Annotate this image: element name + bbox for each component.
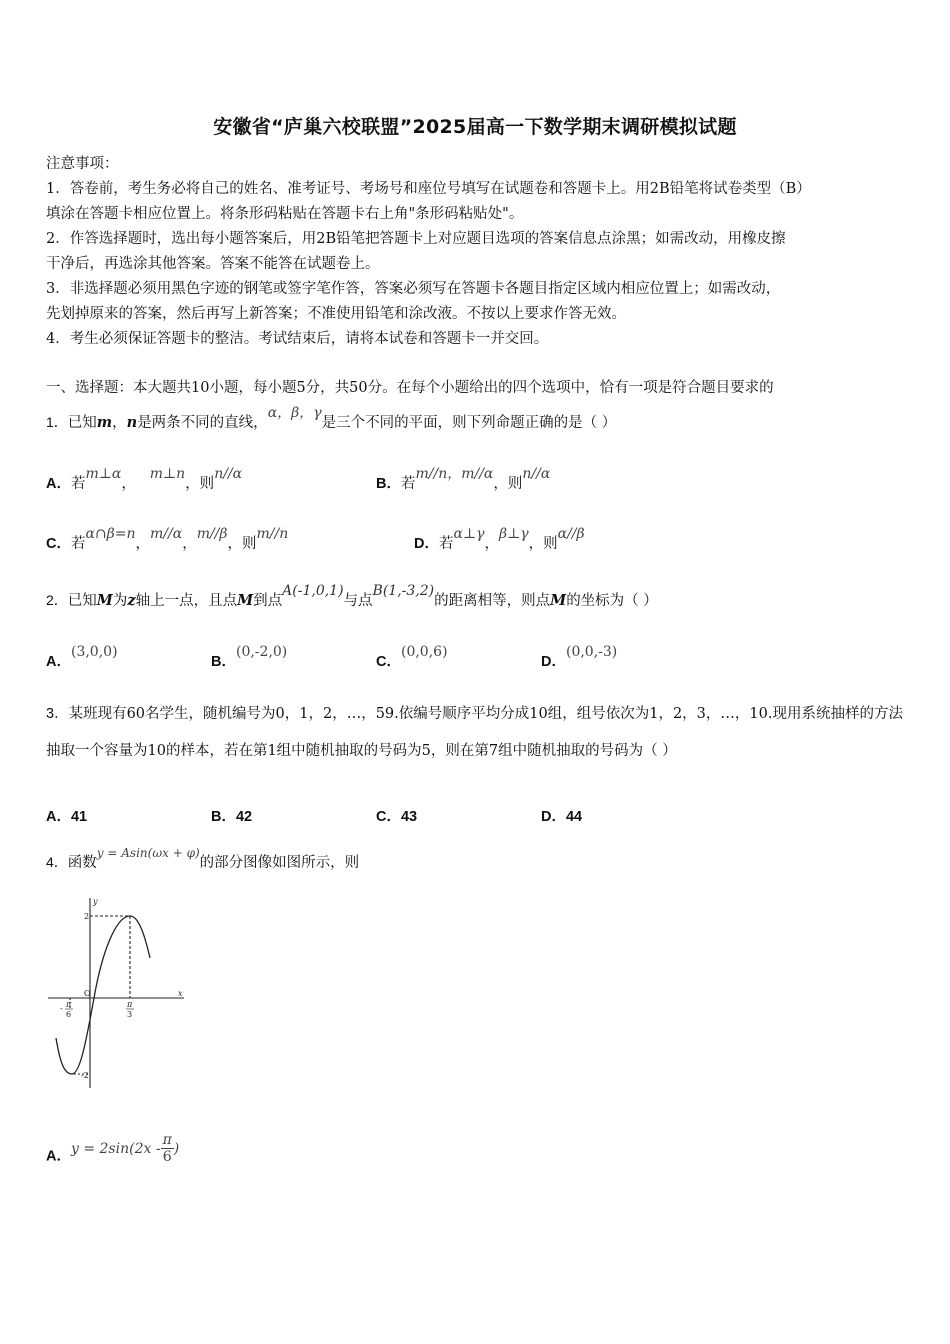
notes-line: 干净后，再选涂其他答案。答案不能答在试题卷上。 (46, 256, 380, 272)
y-max-label: 2 (84, 912, 90, 921)
sine-graph (46, 892, 196, 1092)
option-label: D． (414, 536, 439, 552)
q4-option-a[interactable] (46, 1132, 180, 1173)
question-number: 4． (46, 854, 68, 870)
option-label: C． (376, 809, 401, 825)
q2-text: 与点 (343, 593, 373, 609)
question-number: 3． (46, 706, 69, 722)
q2-text: 的距离相等，则点 (434, 593, 551, 609)
x-pos-num: π (127, 1000, 133, 1009)
option-text: ， (182, 536, 197, 552)
notes-line: 先划掉原来的答案，然后再写上新答案；不准使用铅笔和涂改液。不按以上要求作答无效。 (46, 306, 626, 322)
option-text: ，则 (185, 476, 215, 492)
x-neg-sign: - (60, 1004, 63, 1013)
option-label: D． (541, 809, 566, 825)
option-value: 41 (70, 809, 88, 825)
option-text: 若 (70, 476, 86, 492)
option-value: 44 (565, 809, 583, 825)
var-n: n (126, 414, 138, 431)
option-text: ， (121, 476, 136, 492)
x-axis-label: x (178, 989, 183, 998)
option-label: B． (211, 809, 236, 825)
option-label: A． (46, 654, 71, 670)
option-label: A． (46, 809, 71, 825)
option-label: D． (541, 654, 566, 670)
var-M: M (96, 592, 113, 609)
notes-line: 2．作答选择题时，选出每小题答案后，用2B铅笔把答题卡上对应题目选项的答案信息点涂黑；如需改动，用橡皮擦 (46, 231, 786, 247)
fraction-numerator: π (162, 1132, 172, 1148)
var-M: M (550, 592, 567, 609)
q1-text: 是两条不同的直线， (137, 415, 268, 431)
option-value: 43 (400, 809, 418, 825)
option-text: ，则 (493, 476, 523, 492)
notes-heading: 注意事项： (46, 156, 119, 172)
option-text: ， (135, 536, 151, 552)
option-formula: α⊥γ (453, 526, 485, 542)
section-heading: 一、选择题：本大题共10小题，每小题5分，共50分。在每个小题给出的四个选项中，恰有一项是符合题目要求的 (46, 380, 774, 396)
option-formula: (3,0,0) (70, 644, 118, 660)
option-text: 若 (438, 536, 454, 552)
q1-option-b[interactable] (376, 466, 551, 493)
q1-option-d[interactable] (414, 526, 585, 553)
x-neg-num: π (66, 1000, 72, 1009)
q1-option-c[interactable] (46, 526, 289, 553)
option-formula: (0,0,6) (400, 644, 448, 660)
var-M: M (237, 592, 254, 609)
option-formula: α//β (557, 526, 585, 542)
option-text: 若 (70, 536, 86, 552)
function-formula: y = Asin(ωx + φ) (96, 846, 200, 860)
x-neg-den: 6 (66, 1010, 72, 1019)
q3-option-a[interactable] (46, 805, 87, 826)
sine-curve (56, 916, 150, 1074)
option-text: ， (484, 536, 499, 552)
q3-option-b[interactable] (211, 805, 252, 826)
option-text: ，则 (227, 536, 257, 552)
option-formula: m//n，m//α (415, 466, 494, 482)
option-formula: m⊥n (149, 466, 186, 482)
option-formula: ) (173, 1140, 180, 1157)
option-formula: β⊥γ (498, 526, 529, 542)
question-1 (46, 405, 617, 433)
q2-text: 轴上一点，且点 (135, 593, 238, 609)
q3-option-d[interactable] (541, 805, 582, 826)
question-number: 1． (46, 414, 68, 430)
question-3 (46, 696, 906, 770)
option-formula: m//n (256, 526, 289, 542)
option-label: B． (211, 654, 236, 670)
q4-text: 函数 (67, 855, 97, 871)
q1-sep: ， (112, 415, 127, 431)
q2-option-d[interactable] (541, 644, 618, 671)
page-title: 安徽省“庐巢六校联盟”2025届高一下数学期末调研模拟试题 (213, 116, 737, 138)
q4-text: 的部分图像如图所示，则 (199, 855, 360, 871)
q3-option-c[interactable] (376, 805, 417, 826)
q1-option-a[interactable] (46, 466, 243, 493)
option-text: ，则 (528, 536, 558, 552)
question-4 (46, 846, 360, 873)
y-min-label: -2 (81, 1071, 89, 1080)
option-formula: m//α (150, 526, 183, 542)
notes-line: 填涂在答题卡相应位置上。将条形码粘贴在答题卡右上角"条形码粘贴处"。 (46, 206, 524, 222)
pi-over-6-fraction (161, 1132, 174, 1165)
question-2 (46, 583, 658, 611)
q1-text: 已知 (67, 415, 97, 431)
q2-option-c[interactable] (376, 644, 448, 671)
q2-option-b[interactable] (211, 644, 288, 671)
option-value: 42 (235, 809, 253, 825)
notes-block (46, 152, 906, 352)
q2-text: 的坐标为（ ） (566, 593, 658, 609)
fraction-denominator: 6 (162, 1149, 172, 1165)
notes-line: 1．答卷前，考生务必将自己的姓名、准考证号、考场号和座位号填写在试题卷和答题卡上。用2B铅笔将试卷类型（B） (46, 181, 811, 197)
q2-option-a[interactable] (46, 644, 118, 671)
question-number: 2． (46, 592, 68, 608)
option-text: 若 (400, 476, 416, 492)
option-formula: (0,0,-3) (565, 644, 618, 660)
point-a-formula: A(-1,0,1) (282, 583, 344, 599)
planes-formula: α，β，γ (267, 405, 322, 421)
notes-line: 4．考生必须保证答题卡的整洁。考试结束后，请将本试卷和答题卡一并交回。 (46, 331, 549, 347)
option-formula: α∩β=n (85, 526, 136, 542)
q1-text: 是三个不同的平面，则下列命题正确的是（ ） (321, 415, 617, 431)
option-formula: n//α (214, 466, 243, 482)
option-formula: n//α (522, 466, 551, 482)
notes-line: 3．非选择题必须用黑色字迹的钢笔或签字笔作答，答案必须写在答题卡各题目指定区域内相应位置上；如需改动， (46, 281, 781, 297)
var-z: z (127, 592, 136, 609)
point-b-formula: B(1,-3,2) (372, 583, 435, 599)
q3-text: 某班现有60名学生，随机编号为0，1，2，…，59.依编号顺序平均分成10组，组号依次为1，2，3，…，10.现用系统抽样的方法抽取一个容量为10的样本，若在第1组中随机抽取的号码为5，则在第7组中随机抽取的号码为（ ） (46, 706, 903, 759)
option-label: A． (46, 476, 71, 492)
option-formula: (0,-2,0) (235, 644, 288, 660)
option-formula: m⊥α (85, 466, 122, 482)
x-pos-den: 3 (127, 1010, 133, 1019)
q2-text: 到点 (253, 593, 283, 609)
option-formula: y = 2sin(2x - (70, 1140, 161, 1157)
option-label: B． (376, 476, 401, 492)
option-formula: m//β (196, 526, 228, 542)
option-label: A． (46, 1148, 71, 1165)
option-label: C． (376, 654, 401, 670)
var-m: m (96, 414, 113, 431)
y-axis-label: y (93, 897, 98, 906)
q2-text: 为 (112, 593, 128, 609)
option-label: C． (46, 536, 71, 552)
q2-text: 已知 (67, 593, 97, 609)
origin-label: O (84, 989, 91, 998)
